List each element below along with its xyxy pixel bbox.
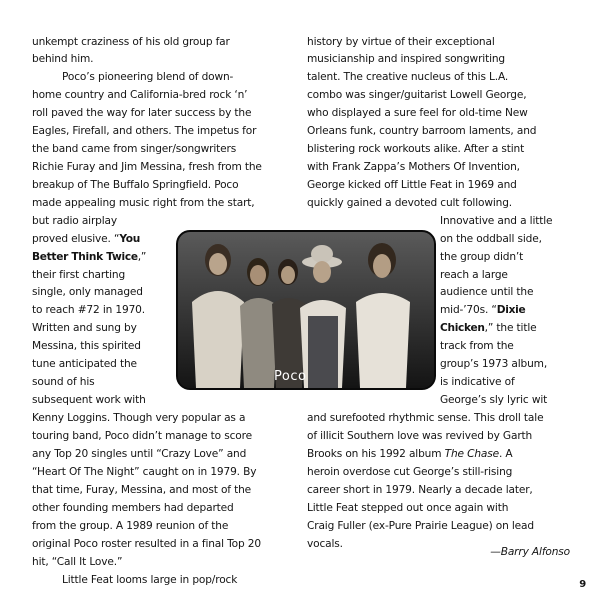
song-title: Chicken (440, 322, 485, 334)
left-column-line (32, 249, 146, 265)
right-column-line: George’s sly lyric wit (440, 394, 548, 406)
right-column-line: the group didn’t (440, 251, 524, 263)
left-column-line: original Poco roster resulted in a final Top 20 (32, 538, 261, 550)
page-number: 9 (579, 579, 586, 590)
song-title: You (119, 233, 140, 245)
right-column-line (440, 320, 537, 336)
left-column-line: home country and California-bred rock ‘n’ (32, 89, 248, 101)
left-column-line: single, only managed (32, 286, 143, 298)
left-column-line: Eagles, Firefall, and others. The impetus for (32, 125, 257, 137)
right-column-line: Little Feat stepped out once again with (307, 502, 509, 514)
right-column-line: career short in 1979. Nearly a decade later, (307, 484, 533, 496)
left-column-line: Little Feat looms large in pop/rock (62, 574, 238, 586)
left-column-line: other founding members had departed (32, 502, 234, 514)
left-column-line: made appealing music right from the start, (32, 197, 255, 209)
left-column-line: unkempt craziness of his old group far (32, 36, 230, 48)
right-column-line: combo was singer/guitarist Lowell George, (307, 89, 527, 101)
left-column-line: breakup of The Buffalo Springfield. Poco (32, 179, 239, 191)
right-column-line: Innovative and a little (440, 215, 553, 227)
text-run: Brooks on his 1992 album (307, 448, 445, 460)
right-column-line: history by virtue of their exceptional (307, 36, 495, 48)
song-title: Better Think Twice (32, 251, 138, 263)
text-run: ,” the title (484, 322, 537, 334)
text-run: ,” (137, 251, 147, 263)
left-column-line: from the group. A 1989 reunion of the (32, 520, 229, 532)
right-column-line: vocals. (307, 538, 343, 550)
left-column-line: any Top 20 singles until “Crazy Love” and (32, 448, 247, 460)
left-column-line: behind him. (32, 53, 94, 65)
right-column-line (307, 428, 532, 444)
text-run: mid-’70s. “ (440, 304, 497, 316)
right-column-line: musicianship and inspired songwriting (307, 53, 506, 65)
right-column-line: audience until the (440, 286, 534, 298)
left-column-line: to reach #72 in 1970. (32, 304, 145, 316)
left-column-line: Messina, this spirited (32, 340, 141, 352)
left-column-line: tune anticipated the (32, 358, 137, 370)
song-title: Dixie (496, 304, 526, 316)
right-column-line: talent. The creative nucleus of this L.A. (307, 71, 509, 83)
left-column-line: Written and sung by (32, 322, 137, 334)
right-column-line: track from the (440, 340, 514, 352)
right-column-line: Orleans funk, country barroom laments, and (307, 125, 537, 137)
right-column-line: blistering rock workouts alike. After a stint (307, 143, 525, 155)
author-credit: —Barry Alfonso (490, 546, 570, 558)
right-column-line: and surefooted rhythmic sense. This droll tale (307, 412, 544, 424)
band-photo-image (178, 232, 434, 388)
text-run: of illicit Southern love was revived by Garth (307, 430, 533, 442)
left-column-line: “Heart Of The Night” caught on in 1979. By (32, 466, 257, 478)
left-column-line: but radio airplay (32, 215, 117, 227)
left-column-line: hit, “Call It Love.” (32, 556, 123, 568)
photo-caption: Poco (274, 369, 307, 384)
left-column-line: touring band, Poco didn’t manage to score (32, 430, 252, 442)
right-column-line: George kicked off Little Feat in 1969 and (307, 179, 517, 191)
text-run: . A (499, 448, 513, 460)
right-column-line: Craig Fuller (ex-Pure Prairie League) on lead (307, 520, 534, 532)
left-column-line: that time, Furay, Messina, and most of the (32, 484, 252, 496)
left-column-line: sound of his (32, 376, 95, 388)
left-column-line: Poco’s pioneering blend of down- (62, 71, 234, 83)
left-column-line: Richie Furay and Jim Messina, fresh from the (32, 161, 262, 173)
left-column-line: their first charting (32, 269, 126, 281)
left-column-line: subsequent work with (32, 394, 146, 406)
text-run: proved elusive. “ (32, 233, 120, 245)
right-column-line: is indicative of (440, 376, 515, 388)
left-column-line: roll paved the way for later success by the (32, 107, 252, 119)
right-column-line: group’s 1973 album, (440, 358, 548, 370)
right-column-line: reach a large (440, 269, 508, 281)
right-column-line: quickly gained a devoted cult following. (307, 197, 513, 209)
right-column-line: with Frank Zappa’s Mothers Of Invention, (307, 161, 520, 173)
left-column-line: the band came from singer/songwriters (32, 143, 237, 155)
right-column-line: heroin overdose cut George’s still-rising (307, 466, 513, 478)
right-column-line: who displayed a sure feel for old-time New (307, 107, 528, 119)
band-photo (176, 230, 436, 390)
right-column-line (307, 446, 513, 462)
right-column-line: on the oddball side, (440, 233, 542, 245)
left-column-line (32, 231, 140, 247)
album-title: The Chase (444, 448, 499, 460)
left-column-line: Kenny Loggins. Though very popular as a (32, 412, 246, 424)
right-column-line (440, 302, 525, 318)
